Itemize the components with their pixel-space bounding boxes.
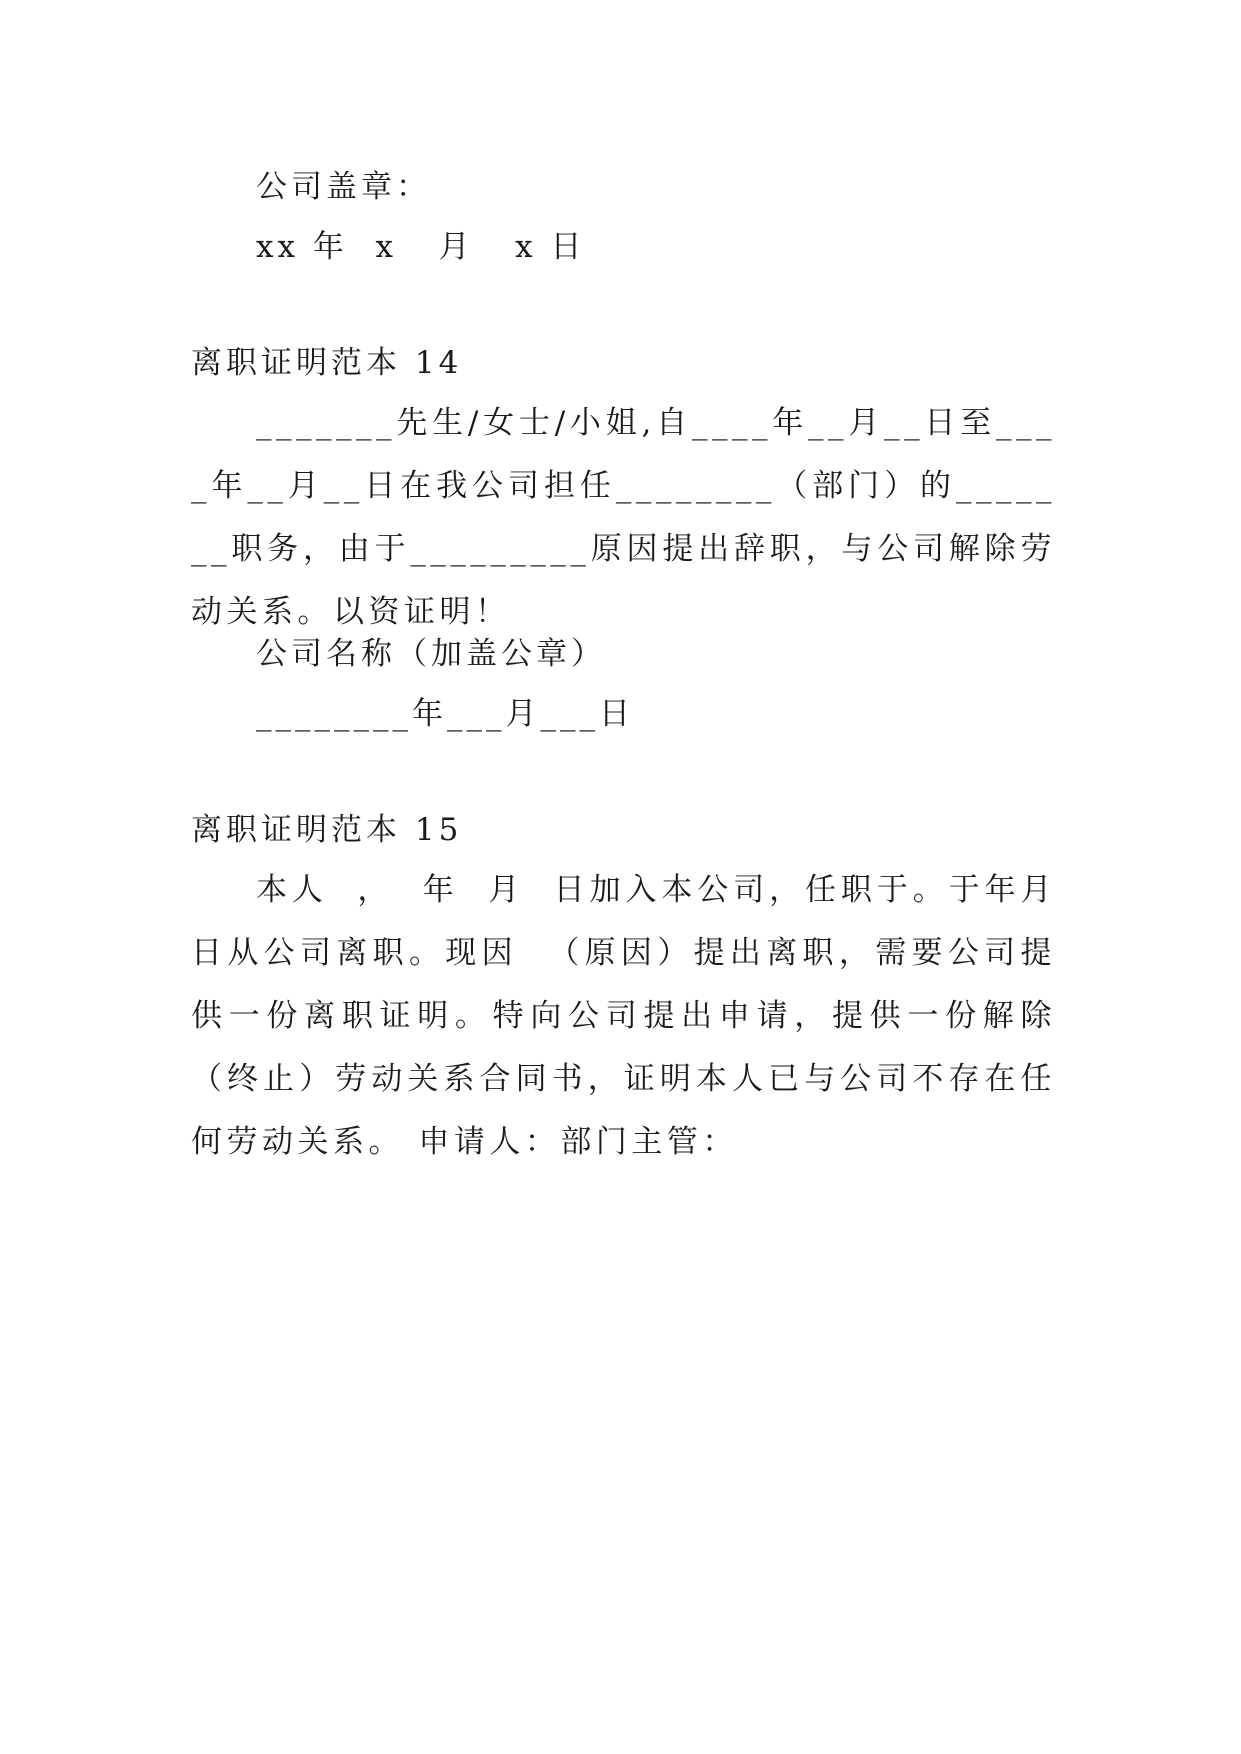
application-body: 本人 ， 年 月 日加入本公司，任职于。于年月日从公司离职。现因 （原因）提出离职，需要公司提供一份离职证明。特向公司提出申请，提供一份解除（终止）劳动关系合同书，证明本人已与公司不存在任何劳动关系。 申请人：部门主管： [191, 872, 1056, 1160]
date-line: ________年___月___日 [256, 696, 634, 732]
section-title: 离职证明范本 15 [191, 812, 463, 848]
certificate-body: _______先生/女士/小姐,自____年__月__日至____年__月__日在我公司担任________（部门）的_______职务，由于_________原因提出辞职，与公司解除劳动关系。以资证明！ [191, 405, 1056, 630]
section-title: 离职证明范本 14 [191, 345, 463, 381]
date-line: xx 年 x 月 x 日 [256, 229, 586, 265]
seal-label: 公司盖章： [256, 169, 431, 205]
company-name-line: 公司名称（加盖公章） [256, 636, 606, 672]
